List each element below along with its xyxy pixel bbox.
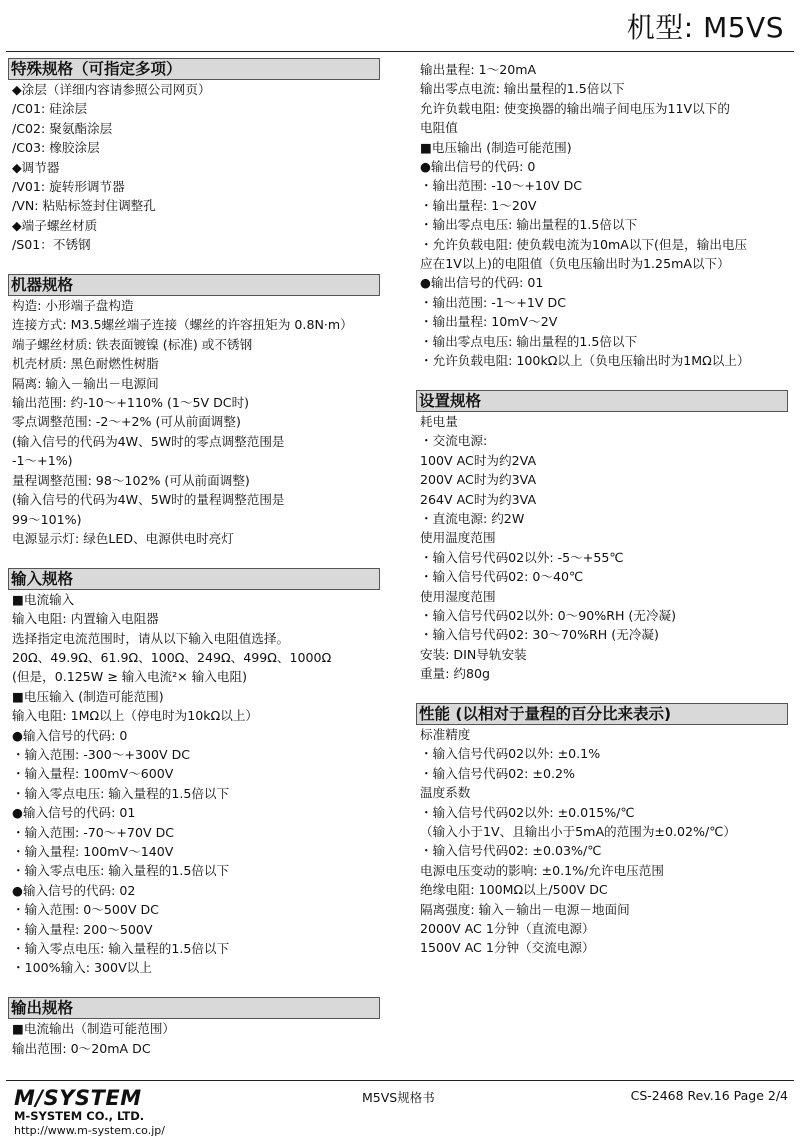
spec-line: 1500V AC 1分钟（交流电源） xyxy=(420,940,595,956)
spec-line: 重量: 约80g xyxy=(420,666,491,682)
spec-line: ・输入量程: 100mV～140V xyxy=(12,844,174,859)
spec-line: ・输出零点电压: 输出量程的1.5倍以下 xyxy=(420,333,638,349)
spec-line: 输出范围: 0～20mA DC xyxy=(12,1040,151,1056)
spec-line: ・输入信号代码02: 30～70%RH (无冷凝) xyxy=(420,627,659,643)
spec-line: 输入电阻: 1MΩ以上（停电时为10kΩ以上） xyxy=(12,708,259,724)
spec-line: ・交流电源: xyxy=(420,433,488,449)
section-heading: 机器规格 xyxy=(8,274,380,296)
spec-line: ・输入量程: 200～500V xyxy=(12,921,153,937)
spec-line: ・输入量程: 100mV～600V xyxy=(12,766,174,782)
spec-line: 100V AC时为约2VA xyxy=(420,452,537,468)
spec-line: ・输入信号代码02以外: ±0.015%/℃ xyxy=(420,804,635,820)
spec-line: ・输入零点电压: 输入量程的1.5倍以下 xyxy=(12,941,230,957)
spec-line: 电源显示灯: 绿色LED、电源供电时亮灯 xyxy=(12,530,234,546)
section-gap xyxy=(12,255,392,274)
spec-line: ・输入范围: 0～500V DC xyxy=(12,902,159,918)
spec-line: ■电压输出 (制造可能范围) xyxy=(420,139,572,155)
spec-line: ・允许负载电阻: 使负载电流为10mA以下(但是，输出电压 xyxy=(420,236,748,252)
section-heading: 输出规格 xyxy=(8,997,380,1019)
spec-line: 量程调整范围: 98～102% (可从前面调整) xyxy=(12,472,250,488)
spec-line: ■电压输入 (制造可能范围) xyxy=(12,688,164,704)
spec-line: 安装: DIN导轨安装 xyxy=(420,646,527,662)
spec-line: ・100%输入: 300V以上 xyxy=(12,960,152,976)
spec-line: ◆涂层（详细内容请参照公司网页） xyxy=(12,82,211,97)
spec-line: ・输入零点电压: 输入量程的1.5倍以下 xyxy=(12,863,230,879)
spec-line: 输出量程: 1～20mA xyxy=(420,62,537,77)
section-heading: 输入规格 xyxy=(8,568,380,590)
spec-line: ・允许负载电阻: 100kΩ以上（负电压输出时为1MΩ以上） xyxy=(420,353,750,369)
spec-line: 应在1V以上)的电阻值（负电压输出时为1.25mA以下） xyxy=(420,256,730,272)
document-number: CS-2468 Rev.16 Page 2/4 xyxy=(630,1088,788,1103)
spec-line: 构造: 小形端子盘构造 xyxy=(12,298,134,314)
spec-line: ・输入零点电压: 输入量程的1.5倍以下 xyxy=(12,785,230,801)
spec-line: ◆调节器 xyxy=(12,159,60,175)
right-column xyxy=(420,60,792,958)
spec-line: -1～+1%) xyxy=(12,453,73,469)
spec-line: ・输入信号代码02: ±0.03%/℃ xyxy=(420,843,602,859)
spec-line: ・输出零点电压: 输出量程的1.5倍以下 xyxy=(420,217,638,233)
spec-line: (输入信号的代码为4W、5W时的零点调整范围是 xyxy=(12,433,285,449)
spec-line: ●输入信号的代码: 01 xyxy=(12,805,136,821)
spec-line: ●输出信号的代码: 0 xyxy=(420,159,536,175)
section-gap xyxy=(420,371,792,390)
spec-line: ・输入信号代码02: ±0.2% xyxy=(420,765,575,781)
spec-line: 允许负载电阻: 使变换器的输出端子间电压为11V以下的 xyxy=(420,100,730,116)
spec-line: 选择指定电流范围时，请从以下输入电阻值选择。 xyxy=(12,630,290,646)
spec-line: ・直流电源: 约2W xyxy=(420,510,525,526)
spec-line: /C01: 硅涂层 xyxy=(12,101,88,117)
spec-line: 电阻值 xyxy=(420,120,458,136)
spec-line: （输入小于1V、且输出小于5mA的范围为±0.02%/℃） xyxy=(420,824,736,839)
spec-line: ・输入信号代码02以外: ±0.1% xyxy=(420,746,601,762)
spec-line: 标准精度 xyxy=(420,726,471,742)
spec-line: ・输出量程: 10mV～2V xyxy=(420,314,558,330)
spec-line: (输入信号的代码为4W、5W时的量程调整范围是 xyxy=(12,492,285,508)
spec-line: 2000V AC 1分钟（直流电源） xyxy=(420,921,595,937)
spec-line: /V01: 旋转形调节器 xyxy=(12,179,125,195)
spec-line: ・输入信号代码02以外: -5～+55℃ xyxy=(420,549,624,565)
spec-line: 200V AC时为约3VA xyxy=(420,472,537,488)
footer-rule xyxy=(6,1080,794,1081)
spec-line: /VN: 粘贴标签封住调整孔 xyxy=(12,198,156,214)
spec-line: ・输入范围: -70～+70V DC xyxy=(12,824,175,840)
company-logo: M/SYSTEM xyxy=(14,1086,142,1110)
spec-line: 绝缘电阻: 100MΩ以上/500V DC xyxy=(420,882,608,898)
page-title: 机型: M5VS xyxy=(626,11,784,44)
spec-line: 耗电量 xyxy=(420,413,458,429)
spec-line: (但是，0.125W ≥ 输入电流²× 输入电阻) xyxy=(12,669,248,685)
spec-line: ・输入信号代码02以外: 0～90%RH (无冷凝) xyxy=(420,607,677,623)
document-name: M5VS规格书 xyxy=(362,1090,435,1105)
spec-line: ・输入信号代码02: 0～40℃ xyxy=(420,569,584,585)
spec-line: 端子螺丝材质: 铁表面镀镍 (标准) 或不锈钢 xyxy=(12,336,253,352)
spec-line: 输出零点电流: 输出量程的1.5倍以下 xyxy=(420,81,625,97)
section-heading: 性能 (以相对于量程的百分比来表示) xyxy=(416,703,788,725)
spec-line: 使用湿度范围 xyxy=(420,588,496,604)
spec-line: 温度系数 xyxy=(420,785,471,801)
spec-line: ・输出范围: -1～+1V DC xyxy=(420,294,567,310)
spec-line: ●输入信号的代码: 02 xyxy=(12,882,136,898)
spec-line: 使用温度范围 xyxy=(420,530,496,546)
header-rule xyxy=(6,51,794,52)
company-name: M-SYSTEM CO., LTD. xyxy=(14,1109,145,1123)
section-gap xyxy=(420,684,792,703)
spec-line: ◆端子螺丝材质 xyxy=(12,217,98,233)
spec-line: 机壳材质: 黑色耐燃性树脂 xyxy=(12,356,159,372)
spec-line: ・输入范围: -300～+300V DC xyxy=(12,746,191,762)
spec-line: 20Ω、49.9Ω、61.9Ω、100Ω、249Ω、499Ω、1000Ω xyxy=(12,649,332,665)
spec-line: ■电流输出（制造可能范围） xyxy=(12,1021,176,1037)
spec-line: 隔离强度: 输入－输出－电源－地面间 xyxy=(420,901,630,917)
spec-line: 264V AC时为约3VA xyxy=(420,491,537,507)
spec-line: ●输入信号的代码: 0 xyxy=(12,727,128,743)
section-gap xyxy=(12,978,392,997)
spec-line: /C03: 橡胶涂层 xyxy=(12,140,100,156)
spec-line: /S01：不锈钢 xyxy=(12,237,91,253)
spec-line: 输入电阻: 内置输入电阻器 xyxy=(12,611,159,627)
section-heading: 设置规格 xyxy=(416,390,788,412)
spec-line: 输出范围: 约-10～+110% (1～5V DC时) xyxy=(12,395,250,411)
section-gap xyxy=(12,548,392,567)
spec-line: 连接方式: M3.5螺丝端子连接（螺丝的许容扭矩为 0.8N·m） xyxy=(12,317,353,333)
spec-line: 电源电压变动的影响: ±0.1%/允许电压范围 xyxy=(420,862,664,878)
section-heading: 特殊规格（可指定多项） xyxy=(8,58,380,80)
spec-line: ■电流输入 xyxy=(12,591,75,607)
spec-line: 99～101%) xyxy=(12,511,82,527)
left-column xyxy=(12,58,392,1058)
spec-line: 隔离: 输入－输出－电源间 xyxy=(12,375,159,391)
spec-line: ・输出范围: -10～+10V DC xyxy=(420,178,583,194)
spec-line: 零点调整范围: -2～+2% (可从前面调整) xyxy=(12,414,241,430)
spec-line: ・输出量程: 1～20V xyxy=(420,197,537,213)
company-url[interactable]: http://www.m-system.co.jp/ xyxy=(14,1124,165,1137)
spec-line: ●输出信号的代码: 01 xyxy=(420,275,544,291)
spec-line: /C02: 聚氨酯涂层 xyxy=(12,120,113,136)
